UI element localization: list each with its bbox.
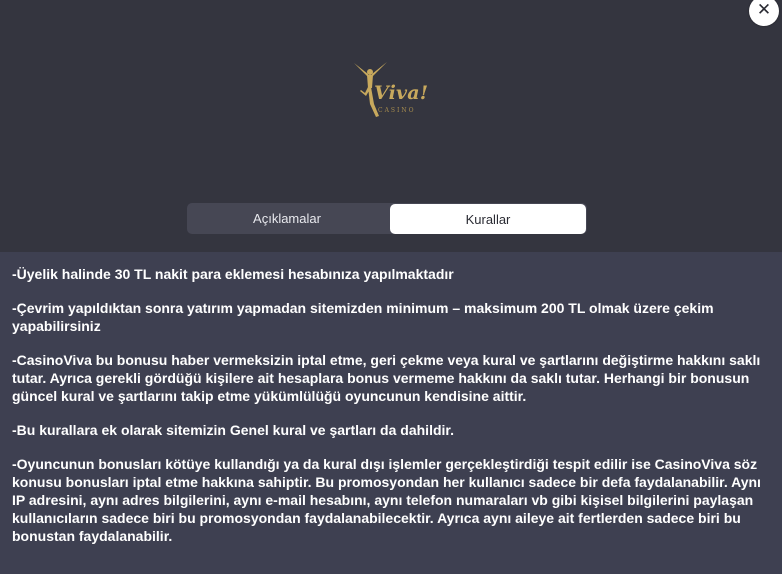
- rules-content: [12, 265, 772, 561]
- logo-sub-text: CASINO: [378, 107, 416, 114]
- rule-paragraph: -Çevrim yapıldıktan sonra yatırım yapmadan sitemizden minimum – maksimum 200 TL olmak üzere çekim yapabilirsiniz: [12, 300, 714, 334]
- rule-paragraph: -Bu kurallara ek olarak sitemizin Genel kural ve şartları da dahildir.: [12, 422, 454, 438]
- rule-paragraph: -Üyelik halinde 30 TL nakit para eklemesi hesabınıza yapılmaktadır: [12, 266, 454, 282]
- casino-viva-logo: [352, 60, 430, 120]
- tab-bar: [187, 203, 587, 234]
- tab-kurallar[interactable]: Kurallar: [390, 204, 586, 234]
- rule-paragraph: -CasinoViva bu bonusu haber vermeksizin iptal etme, geri çekme veya kural ve şartlarını değiştirme hakkını saklı tutar. Ayrıca gerekli gördüğü kişilere ait hesaplara bonus vermeme hakkını da saklı tutar. Herhangi bir bonusun güncel kural ve şartlarını takip etme yükümlülüğü oyuncunun kendisine aittir.: [12, 352, 761, 404]
- modal-header: [0, 0, 782, 252]
- rule-paragraph: -Oyuncunun bonusları kötüye kullandığı ya da kural dışı işlemler gerçekleştirdiği tespit edilir ise CasinoViva söz konusu bonusları iptal etme hakkına sahiptir. Bu promosyondan her kullanıcı sadece bir defa faydalanabilir. Aynı IP adresini, aynı adres bilgilerini, aynı e-mail hesabını, aynı telefon numaraları vb gibi kişisel bilgilerini paylaşan kullanıcıların sadece biri bu promosyondan faydalanabilecektir. Ayrıca aynı aileye ait fertlerden sadece biri bu bonustan faydalanabilir.: [12, 456, 761, 544]
- close-icon: ✕: [756, 0, 772, 20]
- logo-brand-text: Viva!: [374, 82, 429, 104]
- tab-aciklamalar[interactable]: Açıklamalar: [253, 211, 321, 226]
